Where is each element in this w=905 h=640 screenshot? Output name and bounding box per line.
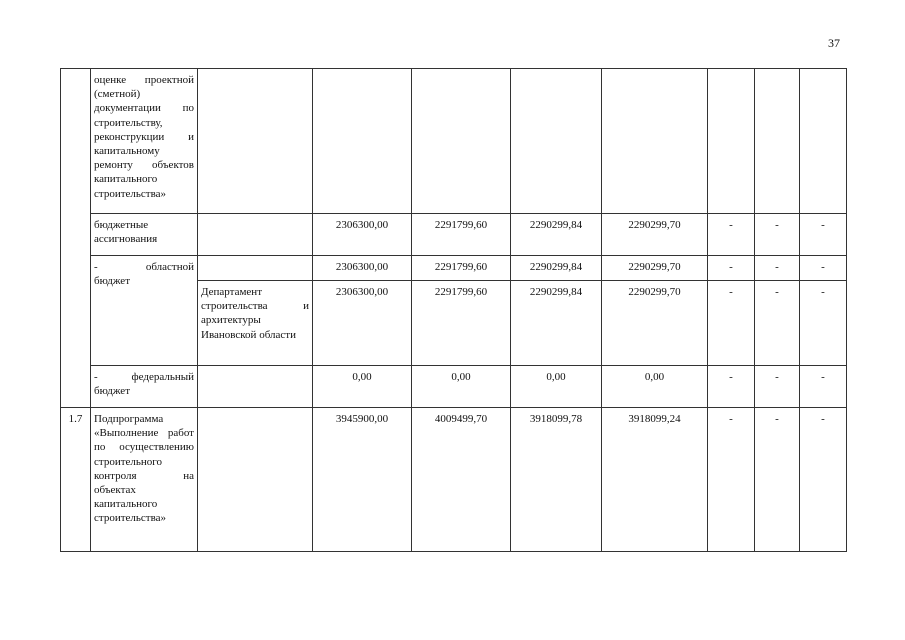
table-row [61, 214, 847, 256]
description-cell: оценке проектной (сметной) документации по строительству, реконструкции и капитальному ремонту объектов капитального строительства» [91, 69, 198, 214]
executor-cell [198, 366, 313, 408]
description-cell: бюджетные ассигнования [91, 214, 198, 256]
budget-table [60, 68, 847, 552]
description-cell [91, 256, 198, 366]
value-cell: 2306300,00 [313, 214, 412, 256]
description-line: - областной [94, 261, 194, 273]
value-cell: 2290299,84 [511, 281, 602, 366]
value-cell: 0,00 [313, 366, 412, 408]
dash-cell: - [708, 214, 755, 256]
value-cell: 3918099,24 [602, 408, 708, 552]
dash-cell: - [755, 281, 800, 366]
value-cell: 3918099,78 [511, 408, 602, 552]
value-cell: 2291799,60 [412, 256, 511, 281]
value-cell: 0,00 [412, 366, 511, 408]
dash-cell: - [800, 408, 847, 552]
value-cell: 2290299,70 [602, 214, 708, 256]
description-line: бюджет [94, 275, 130, 288]
page-number: 37 [828, 36, 840, 50]
value-cell: 3945900,00 [313, 408, 412, 552]
table-row [61, 69, 847, 214]
executor-cell [198, 214, 313, 256]
dash-cell: - [800, 366, 847, 408]
dash-cell: - [800, 214, 847, 256]
dash-cell: - [708, 281, 755, 366]
table-row [61, 256, 847, 281]
table-row [61, 408, 847, 552]
dash-cell: - [755, 256, 800, 281]
value-cell: 0,00 [511, 366, 602, 408]
description-line: бюджет [94, 385, 130, 398]
dash-cell: - [755, 366, 800, 408]
dash-cell: - [708, 366, 755, 408]
dash-cell: - [708, 408, 755, 552]
dash-cell: - [800, 256, 847, 281]
dash-cell: - [755, 408, 800, 552]
index-cell: 1.7 [61, 408, 91, 552]
dash-cell: - [755, 214, 800, 256]
dash-cell: - [800, 281, 847, 366]
executor-cell: Департамент строительства и архитектуры Ивановской области [198, 281, 313, 366]
value-cell: 2290299,84 [511, 256, 602, 281]
description-line: - федеральный [94, 371, 194, 383]
dash-cell: - [708, 256, 755, 281]
executor-cell [198, 256, 313, 281]
value-cell: 2306300,00 [313, 256, 412, 281]
description-cell: Подпрограмма «Выполнение работ по осуществлению строительного контроля на объектах капитального строительства» [91, 408, 198, 552]
index-cell [61, 69, 91, 408]
value-cell: 4009499,70 [412, 408, 511, 552]
table-row [61, 366, 847, 408]
executor-cell [198, 69, 313, 214]
value-cell: 2290299,70 [602, 256, 708, 281]
value-cell: 2290299,70 [602, 281, 708, 366]
value-cell: 2291799,60 [412, 214, 511, 256]
value-cell: 2291799,60 [412, 281, 511, 366]
value-cell: 2290299,84 [511, 214, 602, 256]
description-cell [91, 366, 198, 408]
value-cell: 2306300,00 [313, 281, 412, 366]
executor-cell [198, 408, 313, 552]
value-cell: 0,00 [602, 366, 708, 408]
